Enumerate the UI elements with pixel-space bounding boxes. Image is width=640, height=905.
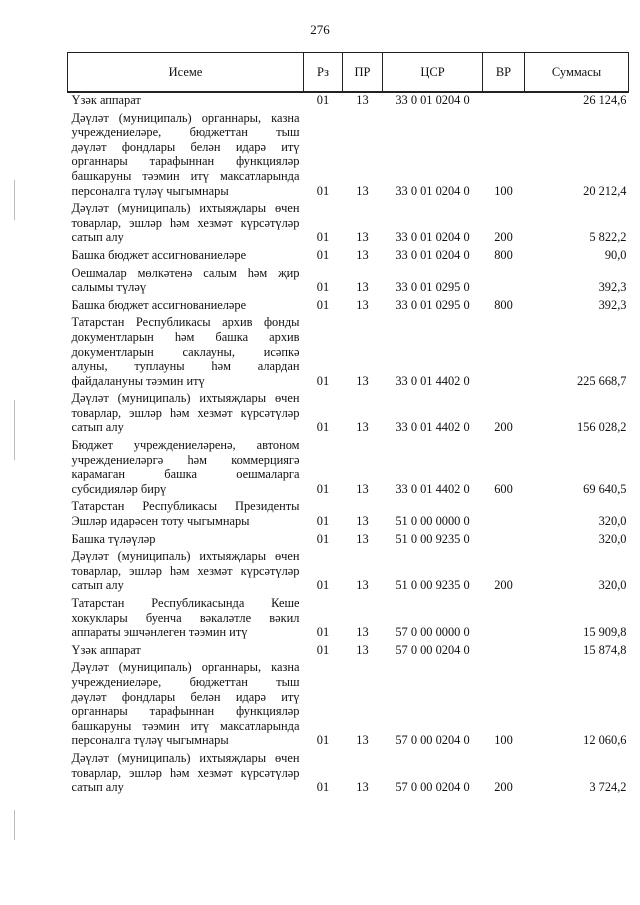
row-pr-cell: 13 [356, 625, 369, 640]
row-pr-cell: 13 [356, 420, 369, 435]
row-name-line: Эшләр идарәсен тоту чыгымнары [71, 514, 250, 529]
table-header [68, 53, 629, 93]
row-vr-cell [483, 315, 525, 391]
header-rz: Рз [304, 53, 343, 93]
row-csr-cell: 57 0 00 0000 0 [395, 625, 470, 640]
row-name-cell [68, 248, 304, 266]
row-csr-cell: 57 0 00 0204 0 [395, 780, 470, 795]
row-name-line: хокуклары буенча вәкаләтле вәкил [71, 610, 300, 625]
table-row [68, 92, 629, 111]
row-pr-cell: 13 [356, 93, 369, 107]
row-csr-cell: 33 0 01 0204 0 [395, 247, 470, 262]
row-csr-cell: 33 0 01 0204 0 [395, 183, 470, 198]
budget-table-container [67, 52, 628, 798]
row-name-line: салымы түләү [71, 280, 147, 295]
row-sum-cell: 392,3 [598, 280, 627, 295]
row-csr-cell: 33 0 01 0204 0 [395, 230, 470, 245]
table-row [68, 499, 629, 531]
table-row [68, 298, 629, 316]
row-csr-cell: 33 0 01 0295 0 [395, 297, 470, 312]
row-name-line: товарлар, эшләр һәм хезмәт күрсәтүләр [71, 405, 300, 420]
row-rz-cell: 01 [316, 531, 330, 546]
row-name-line: Дәүләт (муниципаль) ихтыяҗлары өчен [71, 750, 300, 765]
header-name: Исеме [68, 53, 304, 93]
table-row [68, 438, 629, 499]
row-name-cell [68, 499, 304, 531]
row-sum-cell: 15 909,8 [583, 625, 627, 640]
header-pr: ПР [343, 53, 383, 93]
scan-artifact-mark [14, 810, 15, 840]
row-csr-cell: 57 0 00 0204 0 [395, 642, 470, 657]
row-name-line: Татарстан Республикасы Президенты [71, 499, 300, 514]
row-sum-cell: 225 668,7 [576, 373, 627, 388]
row-pr-cell: 13 [356, 578, 369, 593]
row-name-line: товарлар, эшләр һәм хезмәт күрсәтүләр [71, 765, 300, 780]
row-sum-cell: 320,0 [598, 578, 627, 593]
row-name-line: Үзәк аппарат [71, 93, 141, 107]
row-name-line: персоналга түләү чыгымнары [71, 183, 229, 198]
row-sum-cell: 156 028,2 [576, 420, 627, 435]
row-name-line: товарлар, эшләр һәм хезмәт күрсәтүләр [71, 563, 300, 578]
row-csr-cell: 51 0 00 9235 0 [395, 578, 470, 593]
row-name-line: органнары тарафыннан функцияләр [71, 704, 300, 719]
row-vr-cell [483, 596, 525, 643]
row-vr-cell: 100 [494, 733, 513, 748]
row-csr-cell: 33 0 01 4402 0 [395, 481, 470, 496]
row-name-cell [68, 532, 304, 550]
table-row [68, 532, 629, 550]
row-rz-cell: 01 [316, 183, 330, 198]
row-name-cell [68, 92, 304, 111]
row-name-line: Дәүләт (муниципаль) органнары, казна [71, 660, 300, 675]
row-csr-cell: 33 0 01 4402 0 [395, 420, 470, 435]
row-rz-cell: 01 [316, 578, 330, 593]
row-rz-cell: 01 [316, 625, 330, 640]
row-pr-cell: 13 [356, 280, 369, 295]
table-row [68, 643, 629, 661]
row-vr-cell: 100 [494, 183, 513, 198]
row-sum-cell: 5 822,2 [589, 230, 627, 245]
row-name-cell [68, 266, 304, 298]
table-row [68, 201, 629, 248]
row-name-line: сатып алу [71, 420, 124, 435]
row-name-line: учреждениеләре, бюджеттан тыш [71, 674, 300, 689]
row-sum-cell: 320,0 [598, 531, 627, 546]
table-row [68, 111, 629, 202]
row-rz-cell: 01 [316, 280, 330, 295]
row-name-cell [68, 201, 304, 248]
row-csr-cell: 51 0 00 9235 0 [395, 531, 470, 546]
row-csr-cell: 57 0 00 0204 0 [395, 733, 470, 748]
row-pr-cell: 13 [356, 297, 369, 312]
row-name-line: Бюджет учреждениеләренә, автоном [71, 438, 300, 453]
row-pr-cell: 13 [356, 373, 369, 388]
table-row [68, 391, 629, 438]
row-vr-cell [483, 266, 525, 298]
row-name-line: дәүләт фондлары белән идарә итү [71, 139, 300, 154]
row-sum-cell: 392,3 [598, 297, 627, 312]
row-sum-cell: 15 874,8 [583, 642, 627, 657]
row-name-line: органнары тарафыннан функцияләр [71, 154, 300, 169]
row-name-cell [68, 596, 304, 643]
row-name-cell [68, 660, 304, 751]
row-vr-cell: 800 [494, 247, 513, 262]
row-name-line: сатып алу [71, 230, 124, 245]
row-name-line: алуны, туплауны һәм алардан [71, 359, 300, 374]
row-pr-cell: 13 [356, 230, 369, 245]
table-row [68, 751, 629, 798]
row-name-line: Дәүләт (муниципаль) ихтыяҗлары өчен [71, 549, 300, 564]
row-pr-cell: 13 [356, 247, 369, 262]
row-pr-cell: 13 [356, 481, 369, 496]
row-name-line: документларын саклауны, исәпкә [71, 344, 300, 359]
row-vr-cell: 600 [494, 481, 513, 496]
row-name-line: Үзәк аппарат [71, 642, 141, 657]
row-csr-cell: 51 0 00 0000 0 [395, 514, 470, 529]
row-name-line: башкаруны тәэмин итү максатларында [71, 168, 300, 183]
table-row [68, 266, 629, 298]
row-sum-cell: 90,0 [604, 247, 627, 262]
row-name-cell [68, 438, 304, 499]
page-number: 276 [310, 22, 330, 37]
row-rz-cell: 01 [316, 93, 330, 107]
row-name-line: башкаруны тәэмин итү максатларында [71, 718, 300, 733]
row-name-line: документларын һәм башка архив [71, 329, 300, 344]
row-rz-cell: 01 [316, 247, 330, 262]
row-name-line: учреждениеләре, бюджеттан тыш [71, 125, 300, 140]
row-name-line: субсидияләр бирү [71, 481, 167, 496]
row-vr-cell: 200 [494, 420, 513, 435]
row-pr-cell: 13 [356, 531, 369, 546]
row-pr-cell: 13 [356, 514, 369, 529]
row-sum-cell: 320,0 [598, 514, 627, 529]
row-csr-cell: 33 0 01 0204 0 [395, 93, 470, 107]
row-rz-cell: 01 [316, 514, 330, 529]
row-name-line: Оешмалар мөлкәтенә салым һәм җир [71, 265, 300, 280]
row-name-line: Дәүләт (муниципаль) ихтыяҗлары өчен [71, 201, 300, 216]
row-vr-cell [483, 532, 525, 550]
row-name-line: Башка түләүләр [71, 531, 156, 546]
row-rz-cell: 01 [316, 373, 330, 388]
row-csr-cell: 33 0 01 4402 0 [395, 373, 470, 388]
row-vr-cell: 200 [494, 578, 513, 593]
row-vr-cell [483, 92, 525, 111]
row-name-line: дәүләт фондлары белән идарә итү [71, 689, 300, 704]
row-name-line: карамаган башка оешмаларга [71, 467, 300, 482]
row-name-line: сатып алу [71, 780, 124, 795]
row-name-cell [68, 391, 304, 438]
budget-table [67, 52, 629, 798]
row-sum-cell: 12 060,6 [583, 733, 627, 748]
row-name-line: файдалануны тәэмин итү [71, 373, 205, 388]
row-csr-cell: 33 0 01 0295 0 [395, 280, 470, 295]
row-name-line: Татарстан Республикасында Кеше [71, 596, 300, 610]
row-sum-cell: 26 124,6 [583, 93, 627, 107]
row-rz-cell: 01 [316, 481, 330, 496]
scan-artifact-mark [14, 400, 15, 460]
row-name-cell [68, 751, 304, 798]
table-row [68, 596, 629, 643]
scan-artifact-mark [14, 180, 15, 220]
row-name-cell [68, 111, 304, 202]
table-body [68, 92, 629, 798]
row-name-line: Башка бюджет ассигнованиеләре [71, 297, 247, 312]
row-vr-cell: 200 [494, 230, 513, 245]
row-name-cell [68, 643, 304, 661]
row-name-line: аппараты эшчәнлеген тәэмин итү [71, 625, 248, 640]
row-name-line: сатып алу [71, 578, 124, 593]
row-name-line: персоналга түләү чыгымнары [71, 733, 229, 748]
header-sum: Суммасы [525, 53, 629, 93]
row-pr-cell: 13 [356, 780, 369, 795]
header-vr: ВР [483, 53, 525, 93]
row-vr-cell [483, 643, 525, 661]
row-vr-cell [483, 499, 525, 531]
row-sum-cell: 69 640,5 [583, 481, 627, 496]
row-sum-cell: 20 212,4 [583, 183, 627, 198]
table-row [68, 248, 629, 266]
row-rz-cell: 01 [316, 780, 330, 795]
row-name-line: товарлар, эшләр һәм хезмәт күрсәтүләр [71, 215, 300, 230]
row-rz-cell: 01 [316, 733, 330, 748]
row-rz-cell: 01 [316, 420, 330, 435]
row-name-line: Дәүләт (муниципаль) органнары, казна [71, 110, 300, 125]
row-name-line: Татарстан Республикасы архив фонды [71, 315, 300, 330]
row-vr-cell: 800 [494, 297, 513, 312]
row-pr-cell: 13 [356, 183, 369, 198]
table-row [68, 549, 629, 596]
row-rz-cell: 01 [316, 230, 330, 245]
table-row [68, 315, 629, 391]
row-sum-cell: 3 724,2 [589, 780, 627, 795]
row-name-cell [68, 315, 304, 391]
header-csr: ЦСР [383, 53, 483, 93]
row-name-cell [68, 549, 304, 596]
row-name-line: Башка бюджет ассигнованиеләре [71, 247, 247, 262]
row-vr-cell: 200 [494, 780, 513, 795]
row-rz-cell: 01 [316, 297, 330, 312]
row-pr-cell: 13 [356, 733, 369, 748]
row-name-line: Дәүләт (муниципаль) ихтыяҗлары өчен [71, 391, 300, 406]
row-pr-cell: 13 [356, 642, 369, 657]
table-row [68, 660, 629, 751]
row-name-line: учреждениеләргә һәм коммерциягә [71, 452, 300, 467]
row-name-cell [68, 298, 304, 316]
row-rz-cell: 01 [316, 642, 330, 657]
